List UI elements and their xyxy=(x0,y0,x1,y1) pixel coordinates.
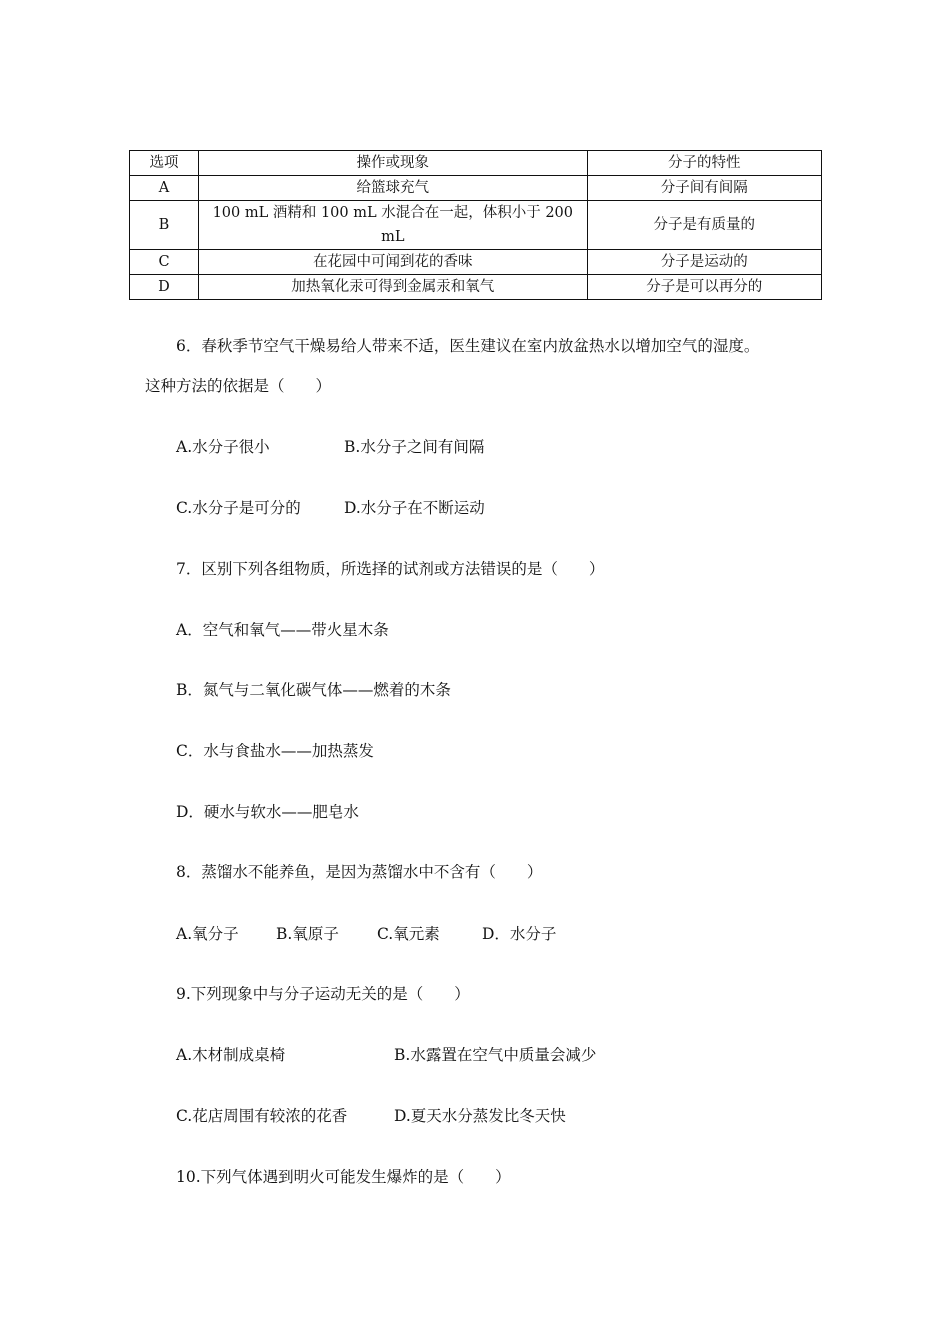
question-6-option-b[interactable]: B.水分子之间有间隔 xyxy=(344,438,485,456)
table-cell-operation: 在花园中可闻到花的香味 xyxy=(198,250,587,275)
question-7-option-d[interactable]: D．硬水与软水——肥皂水 xyxy=(176,803,359,821)
question-6-stem-line2: 这种方法的依据是（ ） xyxy=(145,377,332,395)
table-cell-operation: 100 mL 酒精和 100 mL 水混合在一起，体积小于 200 mL xyxy=(198,201,587,250)
question-8-option-a[interactable]: A.氧分子 xyxy=(176,925,239,943)
table-cell-option: A xyxy=(130,176,199,201)
question-8-option-c[interactable]: C.氧元素 xyxy=(377,925,440,943)
question-7-stem: 7．区别下列各组物质，所选择的试剂或方法错误的是（ ） xyxy=(176,560,605,578)
table-cell-operation: 给篮球充气 xyxy=(198,176,587,201)
question-6-stem-line1: 6．春秋季节空气干燥易给人带来不适，医生建议在室内放盆热水以增加空气的湿度。 xyxy=(176,337,760,355)
table-cell-operation: 加热氧化汞可得到金属汞和氧气 xyxy=(198,275,587,300)
table-header-cell: 选项 xyxy=(130,151,199,176)
table-cell-property: 分子是运动的 xyxy=(587,250,821,275)
table-header-row xyxy=(130,151,822,176)
table-cell-property: 分子是可以再分的 xyxy=(587,275,821,300)
question-8-option-b[interactable]: B.氧原子 xyxy=(276,925,339,943)
question-9-option-d[interactable]: D.夏天水分蒸发比冬天快 xyxy=(394,1107,566,1125)
table-cell-property: 分子间有间隔 xyxy=(587,176,821,201)
question-9-option-c[interactable]: C.花店周围有较浓的花香 xyxy=(176,1107,348,1125)
question-8-option-d[interactable]: D．水分子 xyxy=(482,925,557,943)
table-cell-option: C xyxy=(130,250,199,275)
question-10-stem: 10.下列气体遇到明火可能发生爆炸的是（ ） xyxy=(176,1168,511,1186)
table-row xyxy=(130,275,822,300)
question-6-options-row2 xyxy=(176,497,485,519)
question-9-option-b[interactable]: B.水露置在空气中质量会减少 xyxy=(394,1046,597,1064)
question-9-options-row2 xyxy=(176,1105,566,1127)
table-row xyxy=(130,176,822,201)
question-7-option-b[interactable]: B．氮气与二氧化碳气体——燃着的木条 xyxy=(176,681,451,699)
question-6-options-row1 xyxy=(176,436,484,458)
table-cell-option: D xyxy=(130,275,199,300)
question-7-option-a[interactable]: A．空气和氧气——带火星木条 xyxy=(176,621,389,639)
question-6-option-d[interactable]: D.水分子在不断运动 xyxy=(344,499,485,517)
question-9-option-a[interactable]: A.木材制成桌椅 xyxy=(176,1046,286,1064)
question-6-option-c[interactable]: C.水分子是可分的 xyxy=(176,499,301,517)
question-6-option-a[interactable]: A.水分子很小 xyxy=(176,438,270,456)
table-cell-property: 分子是有质量的 xyxy=(587,201,821,250)
question-9-stem: 9.下列现象中与分子运动无关的是（ ） xyxy=(176,985,470,1003)
options-table xyxy=(129,150,822,300)
table-cell-option: B xyxy=(130,201,199,250)
table-header-cell: 分子的特性 xyxy=(587,151,821,176)
question-7-option-c[interactable]: C．水与食盐水——加热蒸发 xyxy=(176,742,374,760)
table-row xyxy=(130,201,822,250)
table-header-cell: 操作或现象 xyxy=(198,151,587,176)
question-9-options-row1 xyxy=(176,1044,596,1066)
table-row xyxy=(130,250,822,275)
question-8-options xyxy=(176,923,556,945)
question-8-stem: 8．蒸馏水不能养鱼，是因为蒸馏水中不含有（ ） xyxy=(176,863,543,881)
